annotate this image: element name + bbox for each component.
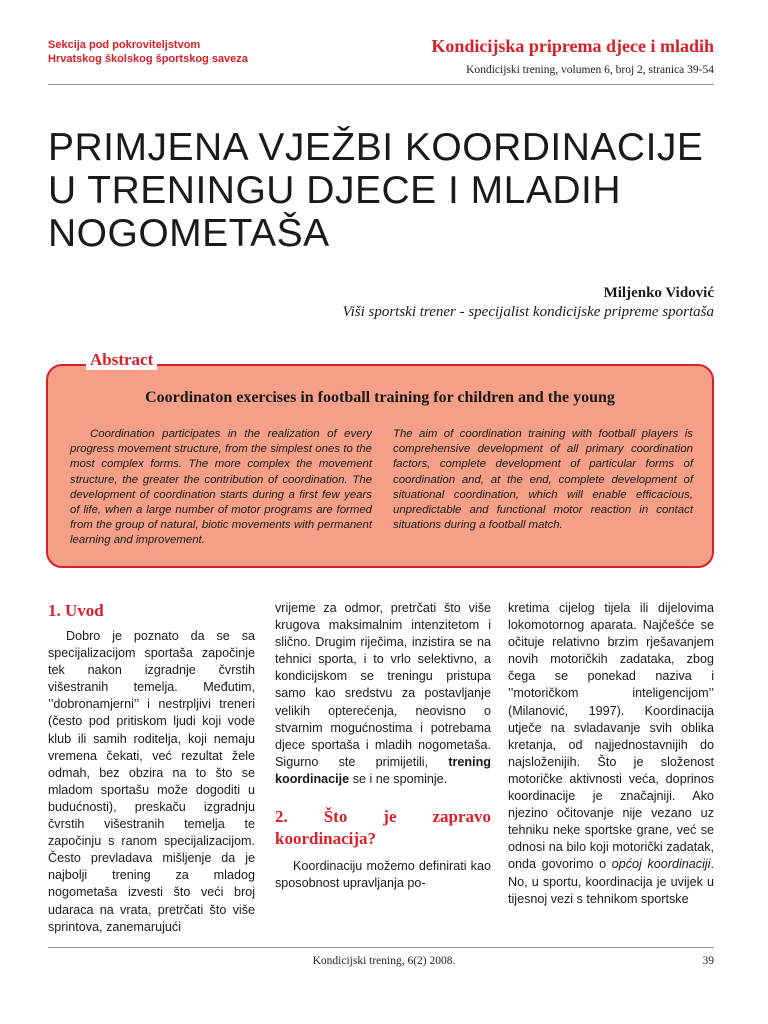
page-number: 39 (702, 955, 714, 967)
paragraph-coordination (508, 600, 714, 908)
header-rule (48, 84, 714, 85)
body-column-2 (275, 600, 491, 892)
abstract-column-1: Coordination participates in the realization of every progress movement structure, from the simplest ones to the most complex forms. The more complex the movement structure, the greater the contribution of coordination. The development of coordination starts during a first few years of life, when a large number of motor programs are formed from the group of natural, biotic movements with permanent learning and improvement. (70, 428, 372, 547)
section-note (48, 38, 248, 66)
article-title (48, 126, 708, 255)
title-line-3: NOGOMETAŠA (48, 212, 330, 255)
bold-term: trening koordinacije (275, 754, 492, 786)
section-note-line2: Hrvatskog školskog športskog saveza (48, 53, 248, 65)
author-affiliation: Viši sportski trener - specijalist kondicijske pripreme sportaša (342, 304, 714, 320)
footer-rule (48, 947, 714, 948)
author-name: Miljenko Vidović (603, 285, 714, 301)
paragraph-coordination-end: . No, u sportu, koordinacija je uvijek u tijesnoj vezi s tehnikom sportske (508, 857, 714, 906)
section-heading-coordination: 2. Što je zapravo koordinacija? (275, 807, 491, 849)
italic-term: općoj koordinaciji (611, 857, 711, 872)
paragraph-coordination-text: kretima cijelog tijela ili dijelovima lokomotornog aparata. Najčešće se očituje relativno brzim rješavanjem novih motoričkih zadataka, zbog čega se ponekad naziva i ’’motoričkom inteligencijom’’ (Milanović, 1997). Koordinacija utječe na svladavanje svih oblika kretanja, od najjednostavnijih do najsloženijih. Što je složenost motoričke aktivnosti veća, doprinos koordinacije je značajniji. Ako njezino očitovanje nije vezano uz tehniku neke sportske grane, već se odnosi na bilo koji motorički zadatak, onda govorimo o (508, 601, 714, 872)
paragraph-definition: Koordinaciju možemo definirati kao sposobnost upravljanja po- (275, 859, 491, 891)
body-column-3 (508, 600, 714, 908)
paragraph-continued-text: vrijeme za odmor, pretrčati što više krugova maksimalnim intenzitetom i slično. Drugim riječima, inzistira se na tehnici sporta, i to vrlo selektivno, a kondicijskom se treningu pristupa samo kao sredstvu za postavljanje velikih opterećenja, neovisno o stvarnim mogućnostima i potrebama djece sportaša i mladih nogometaša. Sigurno ste primijetili, (275, 601, 491, 769)
title-line-1: PRIMJENA VJEŽBI KOORDINACIJE (48, 126, 704, 169)
section-heading-intro: 1. Uvod (48, 601, 104, 620)
citation: Kondicijski trening, volumen 6, broj 2, stranica 39-54 (466, 64, 714, 76)
abstract-label: Abstract (86, 350, 157, 370)
abstract-title: Coordinaton exercises in football training for children and the young (145, 389, 615, 406)
paragraph-intro: Dobro je poznato da se sa specijalizacijom sportaša započinje tek nakon izgradnje čvrstih višestranih temelja. Međutim, ’’dobronamjerni’’ i nestrpljivi treneri (često pod pritiskom ljudi koji vode klub ili samih roditelja, koji nemaju vremena čekati, već rezultat žele odmah, bez obzira na to što se mladom sportašu može dogoditi u budućnosti), preskaču izgradnju čvrstih višestranih temelja te započinju s ranom specijalizacijom. Često prevladava mišljenje da je najbolji trening za mladog nogometaša izvesti što veći broj udaraca na vrata, pretrčati što više sprintova, zanemarujući (48, 629, 255, 934)
footer-text: Kondicijski trening, 6(2) 2008. (312, 955, 456, 967)
paragraph-continued-end: se i ne spominje. (352, 771, 448, 786)
journal-title: Kondicijska priprema djece i mladih (431, 36, 714, 56)
abstract-column-2: The aim of coordination training with football players is comprehensive development of all primary coordination factors, complete development of particular forms of coordination and, at the end, complete development of situational coordination, which will enable efficacious, unpredictable and functional motor reaction in contact situations during a football match. (393, 428, 693, 532)
title-line-2: U TRENINGU DJECE I MLADIH (48, 169, 622, 212)
paragraph-continued (275, 600, 491, 788)
section-note-line1: Sekcija pod pokroviteljstvom (48, 39, 201, 51)
body-column-1 (48, 600, 255, 936)
